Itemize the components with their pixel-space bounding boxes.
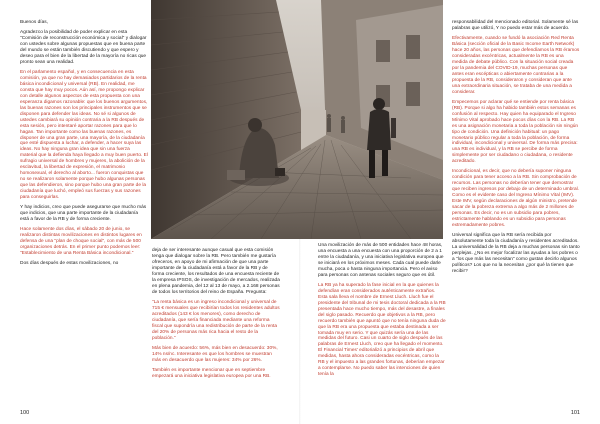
paragraph: Hace solamente dos días, el sábado 20 de junio, se realizaron distintas movilizaciones en distintos lugares en defensa de una "plan de choque social", con más de 500 organizaciones detrás. En el primer punto podemos leer: "Establecimiento de una Renta Básica incondicional.": [20, 227, 142, 257]
paragraph: Incondicional, es decir, que no debería suponer ninguna condición para tener acceso a la RB. Sin comprobación de recursos. Las personas no deberían tener que demostrar que reciben ingresos por debajo de un determinado umbral. Como es el evidente caso del Ingreso Mínimo Vital (IMV). Este IMV, según declaraciones de algún ministro, pretende sacar de la pobreza extrema a algo más de 2 millones de personas. Es decir, no es un subsidio para pobres, estrictamente hablando es un subsidio para personas extremadamente pobres.: [452, 169, 580, 229]
paragraph: La RB ya ha superado la fase inicial en la que quienes la defendían eran considerados auténticamente extraños. Esta sala lleva el nombre de Ernest Lluch. Lluch fue el presidente del tribunal de mi tesis doctoral dedicada a la RB presentada hace mucho tiempo, más del desastre, a finales del siglo pasado. Recuerdo que objetivos a la RB, pero recuerdo también que apuntó que no tenía ninguna duda de que la RB era una propuesta que estaba destinada a ser tomada muy en serio. Y que quizás sería una de las medidas del futuro. Casi un cuarto de siglo después de las palabras de Ernest Lluch, creo que ha llegado el momento. El Financial Times' editorializó a principios de abril que medidas, hasta ahora consideradas excéntricas, como la RB y el impuesto a las grandes fortunas, deberían empezar a contemplarse. No puedo saber las intenciones de quien tenía la: [318, 282, 446, 378]
paragraph: En el parlamento español, y en consecuencia en esta comisión, ya que no hay demasiados partidarios de la renta básica incondicional y universal (RB). En realidad, me consta que hay muy pocos. Aún así, me propongo explicar con detalle algunos aspectos de esta propuesta con una esperanza digamos razonable: que los buenos argumentos, las buenas razones son los principales instrumentos que se disponen para defender las ideas. No sé si algunos de ustedes cambiará su opinión contraria a la RB después de esta sesión, pero intentaré aportar razones para que lo hagan. Tan importante como las buenas razones, es disponer de una gran parte, una mayoría, de la ciudadanía que esté dispuesta a luchar, a defender, a hacer suya las ideas. No hay ninguna gran idea que sin una fuerza material que la defienda haya llegado a muy buen puerto. El sufragio universal de hombres y mujeres, la abolición de la esclavitud, la libertad de expresión, el matrimonio homosexual, el derecho al aborto... fueron conquistas que no se realizaron solamente porque hubo algunas personas que las defendieron, sino porque hubo una gran parte de la ciudadanía que luchó, empleó sus fuerzas y sus razones para conseguirlas.: [20, 70, 148, 201]
street-scene-photo: [151, 0, 443, 239]
paragraph: responsabilidad del mencionado editorial. Solamente sé las palabras que utilizó, Y no puedo estar más de acuerdo.: [452, 20, 579, 31]
text-column-1: [20, 20, 148, 271]
page-number-right: 101: [570, 410, 580, 416]
paragraph: También es importante mencionar que en septiembre empezará una iniciativa legislativa europea por una RB.: [152, 367, 271, 379]
paragraph: Una movilización de más de 500 entidades hace 48 horas, una encuesta a una encuesta con una proporción de 2 a 1 entre la ciudadanía, y una iniciativa legislativa europea que se iniciará en los próximos meses. Cada cual puede darle mucha, poca o hasta ninguna importancia. Pero el aviso para personas con antenas sociales seguro que es útil.: [318, 243, 444, 278]
paragraph: "La renta básica es un ingreso incondicional y universal de 715 € mensuales que recibirían todos los residentes adultos acreditados (143 € los menores), como derecho de ciudadanía, que sería financiada mediante una reforma fiscal que supondría una redistribución de parte de la renta del 20% de personas más rica hacia el resto de la población.": [152, 299, 280, 341]
page-number-left: 100: [20, 410, 30, 416]
paragraph: Buenos días,: [20, 20, 48, 25]
paragraph: Empecemos por aclarar qué se entiende por renta básica (RB). Porque si algo ha habido también estos semanas es confusión al respecto. Hay quien ha equiparado el Ingreso Mínimo Vital aprobado hace pocos días con la RB. La RB es una asignación monetaria a toda la población sin ningún tipo de condición. Una definición habitual: un pago monetario público regular a toda la población, de forma individual, incondicional y universal. De forma más precisa: una RB es individual, y la RB se percibe de forma simplemente por ser ciudadano o ciudadana, o residente acreditado.: [452, 99, 579, 165]
paragraph: Universal significa que la RB sería recibida por absolutamente toda la ciudadanía y residentes acreditados. La universalidad de la RB deja a muchas personas sin tanto perplejas. ¿No es mejor focalizar las ayudas a los pobres o a "los que más las necesitan" como gustan decirlo algunos políticos? Los que no la necesitan ¿por qué la tienen que recibir?: [452, 233, 580, 274]
photo-illustration: [151, 0, 443, 239]
paragraph: Agradezco la posibilidad de poder explicar en esta "Comisión de reconstrucción económica y social" y dialogar con ustedes sobre algunas propuestas que en buena parte del mundo se están también discutiendo y que espero y deseo para el bien de la libertad de la mayoría no ricas que pronto sean una realidad.: [20, 30, 147, 65]
paragraph: Más bien de acuerdo: 56%, más bien en desacuerdo: 30%, 14% ns/nc. Interesante es que los hombres se muestran más en desacuerdo que las mujeres: 34% por 26%.: [152, 345, 278, 363]
text-column-2: [152, 248, 280, 384]
paragraph: deja de ser interesante aunque casual que esta comisión tenga que dialogar sobre la RB. Pero también me gustaría ofreceros, en apoyo de mi afirmación de que una parte importante de la ciudadanía está a favor de la RB y de forma creciente, los resultados de una encuesta reciente de la empresa IPSOS, de investigación de mercados, realizada en plena pandemia, del 12 al 13 de mayo, a 2.168 personas de todos los territorios del reino de España. Pregunta:: [152, 248, 280, 295]
paragraph: Dos días después de estas movilizaciones, no: [20, 261, 119, 267]
paragraph: Y hay indicios, creo que puede asegurarse que mucho más que indicios, que una parte importante de la ciudadanía está a favor de la RB y de forma creciente.: [20, 205, 147, 223]
text-column-4: [452, 20, 580, 279]
text-column-3: [318, 243, 446, 382]
paragraph: Efectivamente, cuando se fundó la asociación Red Renta Básica (sección oficial de la Basic Income Earth Network) hace 20 años, las personas que defendíamos la RB éramos consideradas excéntricas, actualmente la RB es una medida de debate público. Con la situación social creada por la pandemia del COVID-19, muchas personas que antes eran escépticas o abiertamente contrarias a la propuesta de la RB, consideraron y consideran que ante una extraordinaria situación, se trataba de una medida a considerar.: [452, 36, 580, 95]
